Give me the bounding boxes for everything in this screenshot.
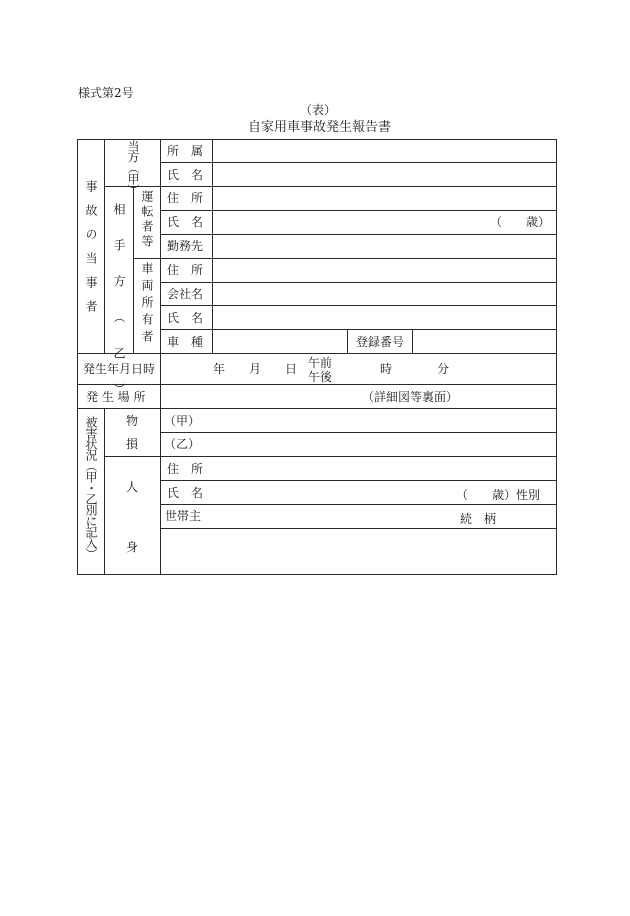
registration-number-label: 登録番号 — [356, 335, 405, 349]
driver-name-label: 氏 名 — [167, 215, 204, 229]
hour-unit: 時 — [380, 362, 393, 376]
injured-address-label: 住 所 — [167, 462, 204, 476]
vehicle-type-label: 車 種 — [167, 335, 204, 349]
page-title: 自家用車事故発生報告書 — [248, 120, 392, 135]
own-name-label: 氏 名 — [167, 168, 204, 182]
property-damage-char1: 物 — [126, 414, 139, 428]
place-detail-note: （詳細図等裏面） — [362, 390, 459, 404]
month-unit: 月 — [249, 362, 262, 376]
property-damage-party-b: （乙） — [164, 437, 201, 451]
owner-label: 車両所有者 — [140, 262, 154, 347]
injured-name-label: 氏 名 — [167, 486, 204, 500]
injury-char2: 身 — [126, 540, 139, 554]
year-unit: 年 — [213, 362, 226, 376]
owner-company-label: 会社名 — [167, 287, 204, 301]
form-number: 様式第2号 — [78, 86, 134, 100]
parties-group-label: 事故の当事者 — [84, 180, 98, 324]
injury-char1: 人 — [126, 480, 139, 494]
minute-unit: 分 — [437, 362, 450, 376]
damage-group-label: 被害状況（甲・乙別に記入） — [84, 416, 98, 559]
occurrence-place-label: 発 生 場 所 — [86, 390, 146, 404]
owner-address-label: 住 所 — [167, 263, 204, 277]
driver-address-label: 住 所 — [167, 191, 204, 205]
occurrence-datetime-label: 発生年月日時 — [83, 362, 156, 376]
driver-age-note: （ 歳） — [490, 215, 551, 229]
day-unit: 日 — [285, 362, 298, 376]
own-affiliation-label: 所 属 — [167, 144, 204, 158]
side-label: （表） — [300, 103, 337, 117]
own-party-label: 当方（甲） — [126, 140, 140, 195]
other-party-label: 相手方（乙） — [112, 203, 126, 419]
driver-employer-label: 勤務先 — [167, 239, 204, 253]
relationship-label: 続 柄 — [460, 512, 497, 526]
injured-age-sex: （ 歳）性別 — [456, 488, 541, 502]
pm-label: 午後 — [308, 370, 333, 384]
property-damage-char2: 損 — [126, 437, 139, 451]
property-damage-party-a: （甲） — [164, 414, 201, 428]
owner-name-label: 氏 名 — [167, 311, 204, 325]
driver-label: 運転者等 — [140, 190, 154, 250]
am-label: 午前 — [308, 356, 333, 370]
householder-label: 世帯主 — [165, 509, 202, 523]
